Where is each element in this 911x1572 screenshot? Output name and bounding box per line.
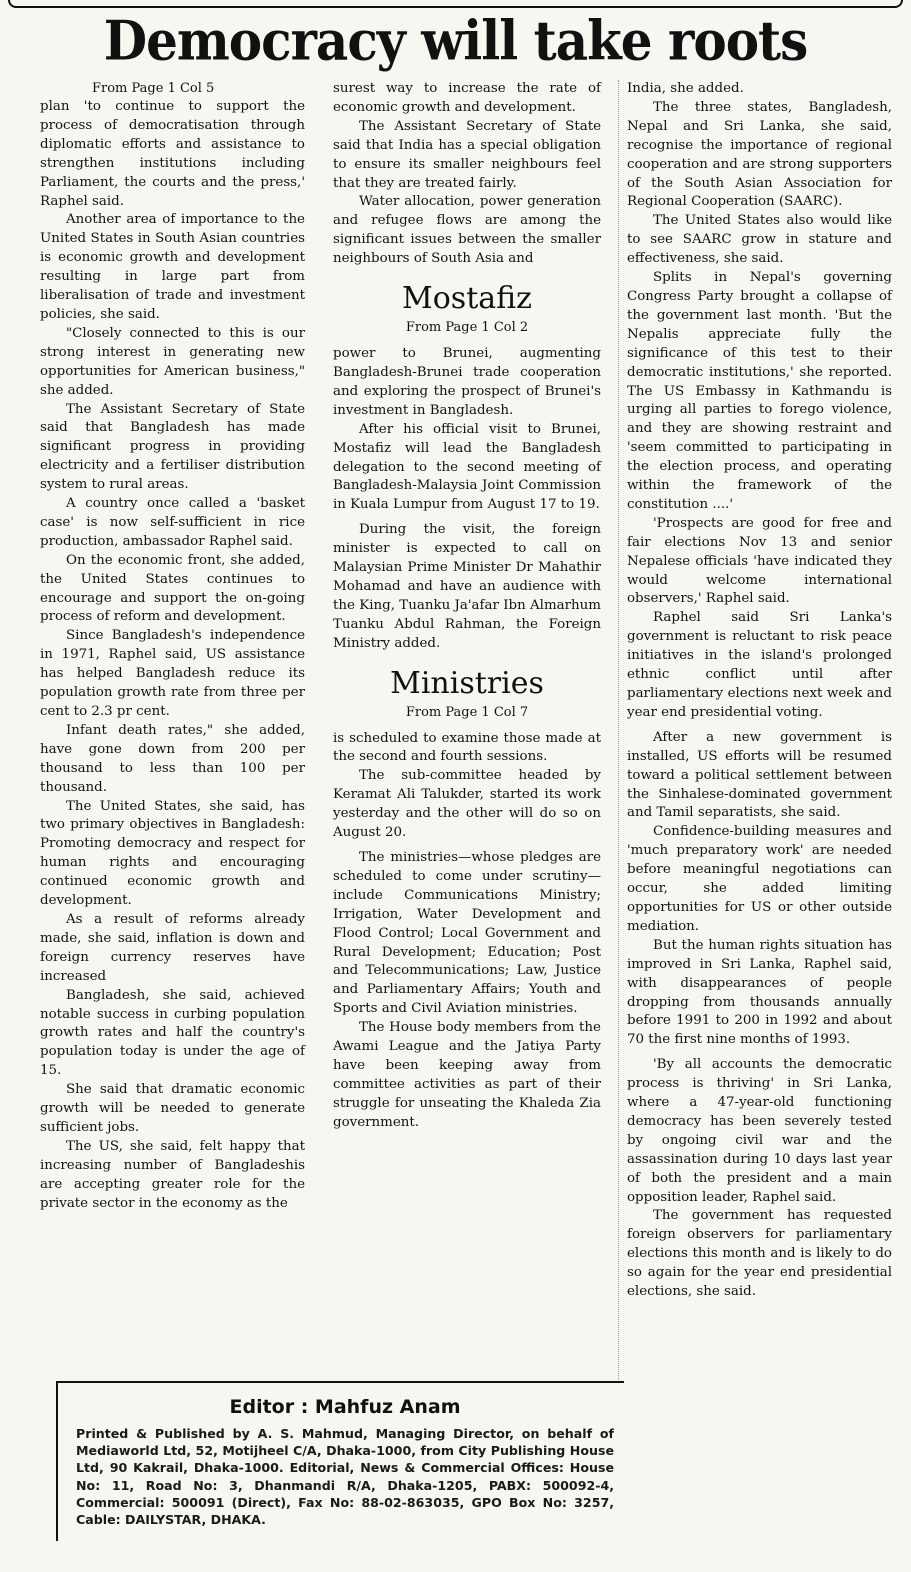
section-heading-ministries: Ministries [390, 665, 544, 701]
jump-line: From Page 1 Col 2 [405, 320, 529, 336]
column-2 [333, 80, 601, 1133]
paragraph: The Assistant Secretary of State said that India has a special obligation to ensure its smaller neighbours feel that they are treated fairly. [333, 118, 601, 191]
paragraph: is scheduled to examine those made at the second and fourth sessions. [333, 730, 601, 765]
paragraph: On the economic front, she added, the United States continues to encourage and support the on-going process of reform and development. [40, 552, 305, 625]
paragraph: plan 'to continue to support the process of democratisation through diplomatic efforts and assistance to strengthen institutions including Parliament, the courts and the press,' Raphel said. [40, 99, 305, 209]
publisher-imprint: Printed & Published by A. S. Mahmud, Managing Director, on behalf of Mediaworld Ltd, 52, Motijheel C/A, Dhaka-1000, from City Publishing House Ltd, 90 Kakrail, Dhaka-1000. Editorial, News & Commercial Offices: House No: 11, Road No: 3, Dhanmandi R/A, Dhaka-1205, PABX: 500092-4, Commercial: 500091 (Direct), Fax No: 88-02-863035, GPO Box No: 3257, Cable: DAILYSTAR, DHAKA. [76, 1426, 614, 1528]
column-1 [40, 80, 305, 1213]
paragraph: A country once called a 'basket case' is now self-sufficient in rice production, ambassador Raphel said. [40, 496, 305, 549]
headline: Democracy will take roots [103, 8, 808, 73]
paragraph: The House body members from the Awami League and the Jatiya Party have been keeping away from committee activities as part of their struggle for unseating the Khaleda Zia government. [333, 1020, 601, 1130]
jump-line: From Page 1 Col 7 [405, 704, 529, 720]
paragraph: The ministries—whose pledges are scheduled to come under scrutiny—include Communications Ministry; Irrigation, Water Development and Flood Control; Local Government and Rural Development; Education; Post and Telecommunications; Law, Justice and Parliamentary Affairs; Youth and Sports and Civil Aviation ministries. [333, 850, 601, 1017]
paragraph: The United States, she said, has two primary objectives in Bangladesh: Promoting democracy and respect for human rights and encouraging continued economic growth and development. [40, 798, 305, 909]
paragraph: power to Brunei, augmenting Bangladesh-Brunei trade cooperation and exploring the prospect of Brunei's investment in Bangladesh. [333, 346, 601, 418]
section-heading-mostafiz: Mostafiz [402, 281, 532, 317]
paragraph: As a result of reforms already made, she said, inflation is down and foreign currency reserves have increased [40, 911, 305, 984]
column-1-body [40, 98, 305, 1213]
paragraph: Since Bangladesh's independence in 1971, Raphel said, US assistance has helped Bangladesh reduce its population growth rate from three per cent to 2.3 pr cent. [40, 628, 305, 719]
paragraph: The United States also would like to see SAARC grow in stature and effectiveness, she said. [627, 213, 892, 267]
editor-credit: Editor : Mahfuz Anam [229, 1396, 461, 1418]
paragraph: Splits in Nepal's governing Congress Party brought a collapse of the government last month. 'But the Nepalis appreciate fully the significance of this test to their democratic institutions,' she reported. The US Embassy in Kathmandu is urging all parties to forego violence, and they are showing restraint and 'seem committed to participating in the election process, and operating within the framework of the constitution ....' [627, 270, 892, 512]
paragraph: "Closely connected to this is our strong interest in generating new opportunities for American business," she added. [40, 325, 305, 398]
paragraph: The government has requested foreign observers for parliamentary elections this month and is likely to do so again for the year end presidential elections, she said. [627, 1208, 892, 1300]
paragraph: The sub-committee headed by Keramat Ali Talukder, started its work yesterday and the other will do so on August 20. [333, 768, 601, 841]
paragraph: She said that dramatic economic growth will be needed to generate sufficient jobs. [40, 1082, 305, 1135]
paragraph: The US, she said, felt happy that increasing number of Bangladeshis are accepting greater role for the private sector in the economy as the [40, 1138, 305, 1211]
paragraph: 'By all accounts the democratic process is thriving' in Sri Lanka, where a 47-year-old functioning democracy has been severely tested by ongoing civil war and the assassination during 10 days last year of both the president and a main opposition leader, Raphel said. [627, 1057, 892, 1205]
column-3 [627, 80, 892, 1302]
paragraph: Bangladesh, she said, achieved notable success in curbing population growth rates and half the country's population today is under the age of 15. [40, 987, 305, 1079]
paragraph: surest way to increase the rate of economic growth and development. [333, 81, 601, 115]
paragraph: The three states, Bangladesh, Nepal and Sri Lanka, she said, recognise the importance of regional cooperation and are strong supporters of the South Asian Association for Regional Cooperation (SAARC). [627, 99, 892, 210]
paragraph: Confidence-building measures and 'much preparatory work' are needed before meaningful negotiations can occur, she added limiting opportunities for US or other outside mediation. [627, 824, 892, 934]
paragraph: During the visit, the foreign minister is expected to call on Malaysian Prime Minister Dr Mahathir Mohamad and have an audience with the King, Tuanku Ja'afar Ibn Almarhum Tuanku Abdul Rahman, the Foreign Ministry added. [333, 522, 601, 651]
paragraph: Water allocation, power generation and refugee flows are among the significant issues between the smaller neighbours of South Asia and [333, 194, 601, 267]
column-divider [618, 80, 619, 1380]
paragraph: After his official visit to Brunei, Mostafiz will lead the Bangladesh delegation to the second meeting of Bangladesh-Malaysia Joint Commission in Kuala Lumpur from August 17 to 19. [333, 421, 601, 513]
paragraph: India, she added. [627, 81, 744, 96]
paragraph: After a new government is installed, US efforts will be resumed toward a political settlement between the Sinhalese-dominated government and Tamil separatists, she said. [627, 729, 892, 821]
paragraph: 'Prospects are good for free and fair elections Nov 13 and senior Nepalese officials 'have indicated they would welcome international observers,' Raphel said. [627, 515, 892, 607]
jump-line: From Page 1 Col 5 [92, 81, 215, 96]
paragraph: Raphel said Sri Lanka's government is reluctant to risk peace initiatives in the island's prolonged ethnic conflict until after parliamentary elections next week and year end presidential voting. [627, 610, 892, 720]
paragraph: But the human rights situation has improved in Sri Lanka, Raphel said, with disappearances of people dropping from thousands annually before 1991 to 200 in 1992 and about 70 the first nine months of 1993. [627, 937, 892, 1048]
imprint-box [56, 1381, 624, 1541]
paragraph: The Assistant Secretary of State said that Bangladesh has made significant progress in providing electricity and a fertiliser distribution system to rural areas. [40, 401, 305, 493]
paragraph: Infant death rates," she added, have gone down from 200 per thousand to less than 100 per thousand. [40, 722, 305, 795]
paragraph: Another area of importance to the United States in South Asian countries is economic growth and development resulting in large part from liberalisation of trade and investment policies, she said. [40, 212, 305, 322]
